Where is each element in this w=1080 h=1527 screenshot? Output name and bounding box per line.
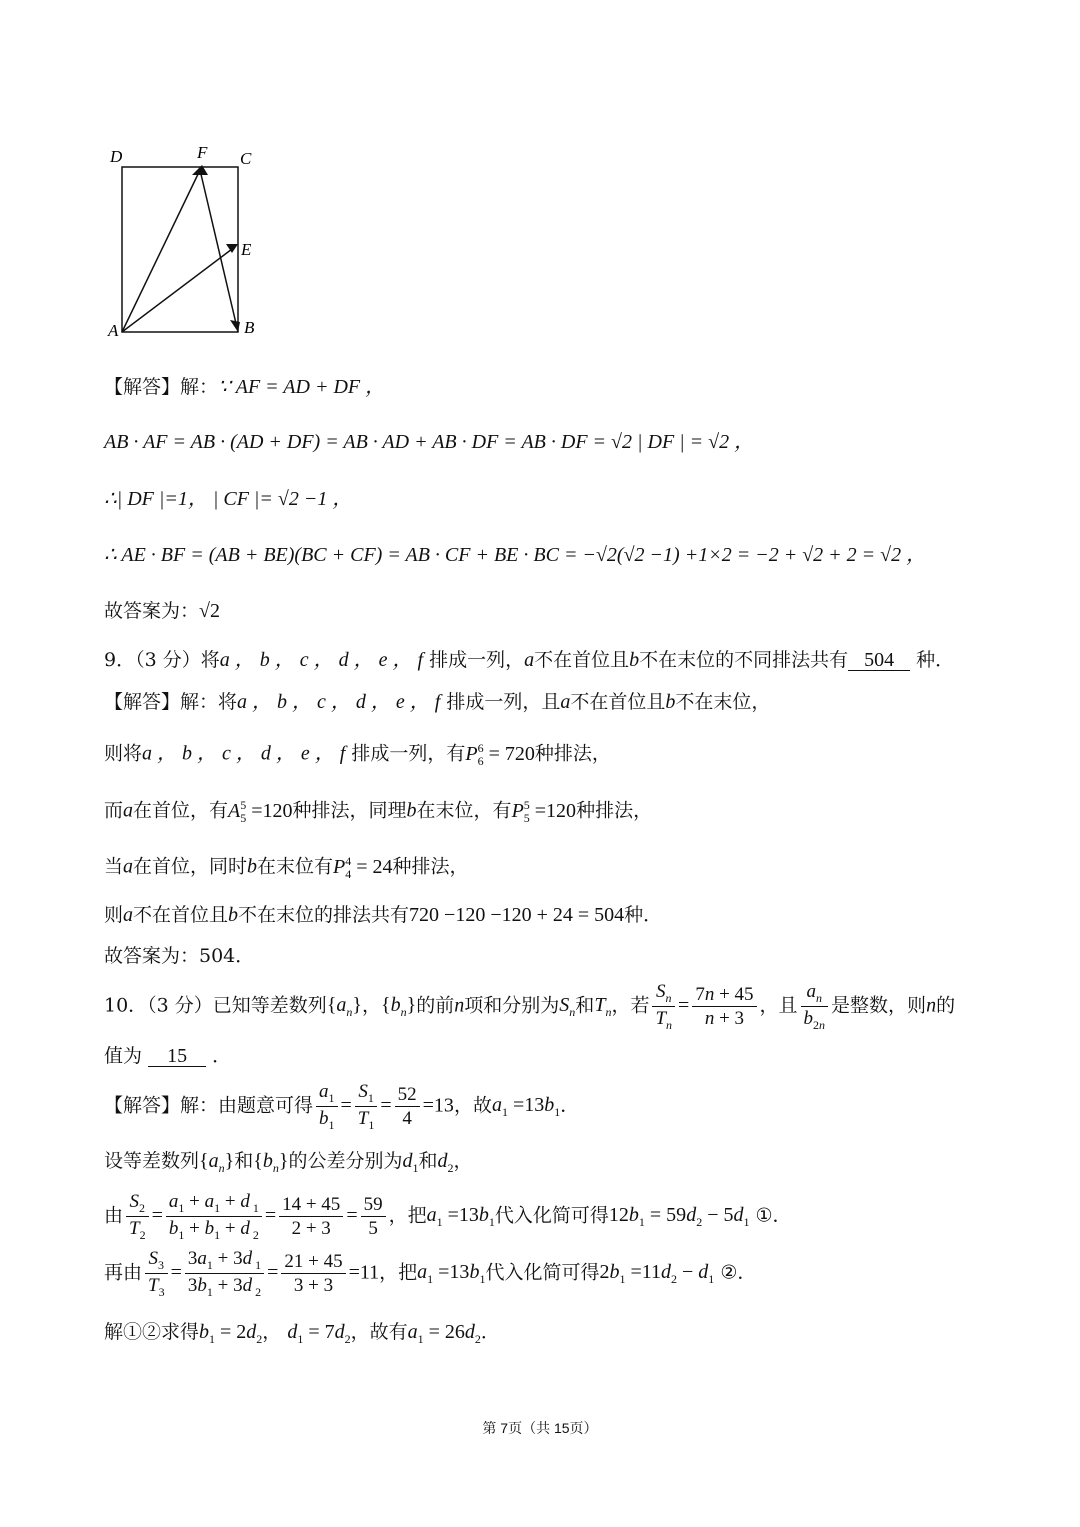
q10-stem-b: 的前 (416, 994, 455, 1017)
q10-sol2: 设等差数列$\{a_n\}$和$\{b_n\}$的公差分别为$d_1$和$d_2$， (104, 1150, 473, 1175)
q10-sol2-a: 设等差数列 (104, 1150, 200, 1172)
q9-sol-letters: a ， b ， c ， d ， e ， f (237, 691, 441, 713)
q9-sol-l5a: 则 (104, 904, 124, 926)
q10-sol5-a: 解①②求得 (104, 1321, 200, 1343)
q10-sol1-a: 【解答】解：由题意可得 (104, 1094, 314, 1117)
q10-sol5-c: ． (480, 1321, 500, 1343)
q9-sol-line4: 当a在首位，同时b在末位有$P_4^4 = 24$种排法， (104, 854, 469, 881)
q9-sol-l4a: 当 (104, 855, 124, 878)
q10-sol4-d: ②． (720, 1261, 757, 1284)
label-E: E (241, 240, 252, 259)
q10-stem2-a: 值为 (104, 1045, 143, 1067)
q9-sol-line1: 【解答】解：将a ， b ， c ， d ， e ， f 排成一列，且a不在首位且b不在末位， (104, 691, 771, 713)
q9-sol-l3a: 而 (104, 799, 124, 822)
sol8-eq1: ∵ AF = AD + DF ， (218, 376, 386, 398)
q9-stem-post2: 不在末位的不同排法共有 (639, 649, 849, 671)
q10-stem-g: 是整数，则 (831, 994, 927, 1017)
sol8-line3: ∴| DF |=1， | CF |= √2 −1 ， (104, 488, 353, 510)
q9-stem-pre: 9．（3 分）将 (104, 649, 220, 671)
q10-answer: 15 (148, 1046, 206, 1067)
q10-sol1-b: ，故 (453, 1094, 492, 1117)
q10-stem-a: 10．（3 分）已知等差数列 (104, 994, 327, 1017)
q10-sol5: 解①②求得$b_1 = 2d_2$， $d_1 = 7d_2$，故有$a_1 = 26d_2$． (104, 1321, 500, 1346)
q9-sol-l5d: 种． (624, 904, 663, 926)
q10-stem-f: ，且 (759, 994, 798, 1017)
label-D: D (110, 147, 123, 166)
answer-label: 故答案为： (104, 600, 200, 622)
sol8-answer (104, 601, 220, 621)
q9-sol-l2b: 排成一列，有 (351, 742, 466, 765)
q9-sol-l4c: 在末位有 (257, 855, 334, 878)
q9-p66: = 720 (488, 742, 535, 765)
q10-sol3-c: 代入化简可得 (494, 1204, 609, 1227)
q9-a55: =120 (251, 799, 293, 822)
q9-sol-prefix: 【解答】解：将 (104, 691, 238, 713)
q10-sol1: 【解答】解：由题意可得 $\frac{a_1}{b_1}$ = $\frac{S_1}{T_1}$ = $\frac{52}{4}$ =13，故$a_1 =13b_1$． (104, 1081, 580, 1132)
label-A: A (108, 321, 119, 340)
q9-sol-l2-letters: a ， b ， c ， d ， e ， f (142, 742, 346, 765)
q9-answer-line: 故答案为：504． (104, 945, 255, 967)
sol8-line1 (104, 377, 385, 397)
q9-sol-l3e: 种排法， (576, 799, 653, 822)
q10-sol4-c: 代入化简可得 (485, 1261, 600, 1284)
q10-sol3-a: 由 (104, 1204, 124, 1227)
q9-sol-line5: 则a不在首位且b不在末位的排法共有720 −120 −120 + 24 = 504种． (104, 904, 663, 926)
sol8-prefix: 【解答】解： (104, 376, 219, 398)
q9-sol-tail: 排成一列，且 (446, 691, 561, 713)
q9-sol-l5b: 不在首位且 (133, 904, 229, 926)
q10-sol3-d: ①． (755, 1204, 792, 1227)
q10-sol2-d: 和 (418, 1150, 438, 1172)
rectangle-figure (100, 140, 270, 340)
label-F: F (197, 143, 208, 162)
q10-sol3: 由 $\frac{S_2}{T_2}$ = $\frac{a_1 + a_1 + d _1}{b_1 + b_1 + d _2}$ = $\frac{14 + 45}{2 + 3}$ = $\frac{59}{5}$ ，把$a_1 =13b_1$代入化简可得$12b_1 = 59d_2 - 5d_1$ ①． (104, 1191, 792, 1242)
answer-value: √2 (199, 600, 220, 622)
q9-sol-line3: 而a在首位，有$A_5^5 =120$种排法，同理b在末位，有$P_5^5 =120$种排法， (104, 798, 653, 825)
q9-stem: 9．（3 分）将a ， b ， c ， d ， e ， f 排成一列，a不在首位且b不在末位的不同排法共有 504 种． (104, 649, 955, 671)
q10-stem-d: 和 (575, 994, 595, 1017)
q10-stem-h: 的 (936, 994, 956, 1017)
q9-letters: a ， b ， c ， d ， e ， f (219, 649, 424, 671)
q10-stem: 10．（3 分）已知等差数列$\{a_n\}$，$\{b_n\}$的前n项和分别为$S_n$和$T_n$，若 $\frac{S_n}{T_n}$ = $\frac{7n + 45}{n + 3}$ ，且 $\frac{a_n}{b_{2n}}$ 是整数，则n的 (104, 981, 956, 1032)
q9-sol-l5c: 不在末位的排法共有 (238, 904, 410, 926)
q9-sol-l3b: 在首位，有 (133, 799, 229, 822)
q10-sol5-b: ，故有 (350, 1321, 408, 1343)
q10-sol1-c: ． (560, 1094, 580, 1117)
q9-sol-tail2: 不在首位且 (570, 691, 666, 713)
label-C: C (240, 149, 252, 168)
q9-p44: = 24 (356, 855, 393, 878)
q10-stem-e: ，若 (611, 994, 650, 1017)
q9-p55: =120 (534, 799, 577, 822)
q9-total: 720 −120 −120 + 24 = 504 (409, 904, 625, 926)
q10-stem-c: 项和分别为 (464, 994, 560, 1017)
q10-stem2-end: ． (212, 1045, 232, 1067)
q9-stem-post: 不在首位且 (534, 649, 630, 671)
q9-sol-l2c: 种排法， (534, 742, 611, 765)
q10-sol4-b: ，把 (379, 1261, 418, 1284)
q10-sol4-a: 再由 (104, 1261, 143, 1284)
q10-stem2 (104, 1046, 231, 1067)
sol8-line4: ∴ AE · BF = (AB + BE)(BC + CF) = AB · CF + BE · BC = −√2(√2 −1) +1×2 = −2 + √2 + 2 = √2 ， (104, 544, 927, 566)
sol8-line2: AB · AF = AB · (AD + DF) = AB · AD + AB · DF = AB · DF = √2 | DF | = √2 ， (104, 431, 755, 453)
q9-sol-l4d: 种排法， (392, 855, 469, 878)
q10-sol3-b: ，把 (388, 1204, 427, 1227)
page-footer: 第 7页（共 15页） (482, 1420, 598, 1436)
q10-sol2-c: 的公差分别为 (288, 1150, 403, 1172)
q9-sol-l3d: 在末位，有 (416, 799, 512, 822)
q9-answer: 504 (848, 650, 910, 671)
label-B: B (244, 318, 255, 337)
q9-sol-tail3: 不在末位， (675, 691, 771, 713)
q9-stem-mid: 排成一列， (429, 649, 525, 671)
q9-sol-l3c: 种排法，同理 (292, 799, 407, 822)
q10-sol2-b: 和 (234, 1150, 254, 1172)
q9-sol-l2a: 则将 (104, 742, 143, 765)
q9-sol-line2: 则将a ， b ， c ， d ， e ， f 排成一列，有$P_6^6 = 720$种排法， (104, 741, 611, 768)
q9-sol-l4b: 在首位，同时 (133, 855, 248, 878)
q10-sol4: 再由 $\frac{S_3}{T_3}$ = $\frac{3a_1 + 3d _1}{3b_1 + 3d _2}$ = $\frac{21 + 45}{3 + 3}$ =11，把$a_1 =13b_1$代入化简可得$2b_1 =11d_2 - d_1$ ②． (104, 1248, 757, 1299)
q9-stem-end: 种． (916, 649, 955, 671)
